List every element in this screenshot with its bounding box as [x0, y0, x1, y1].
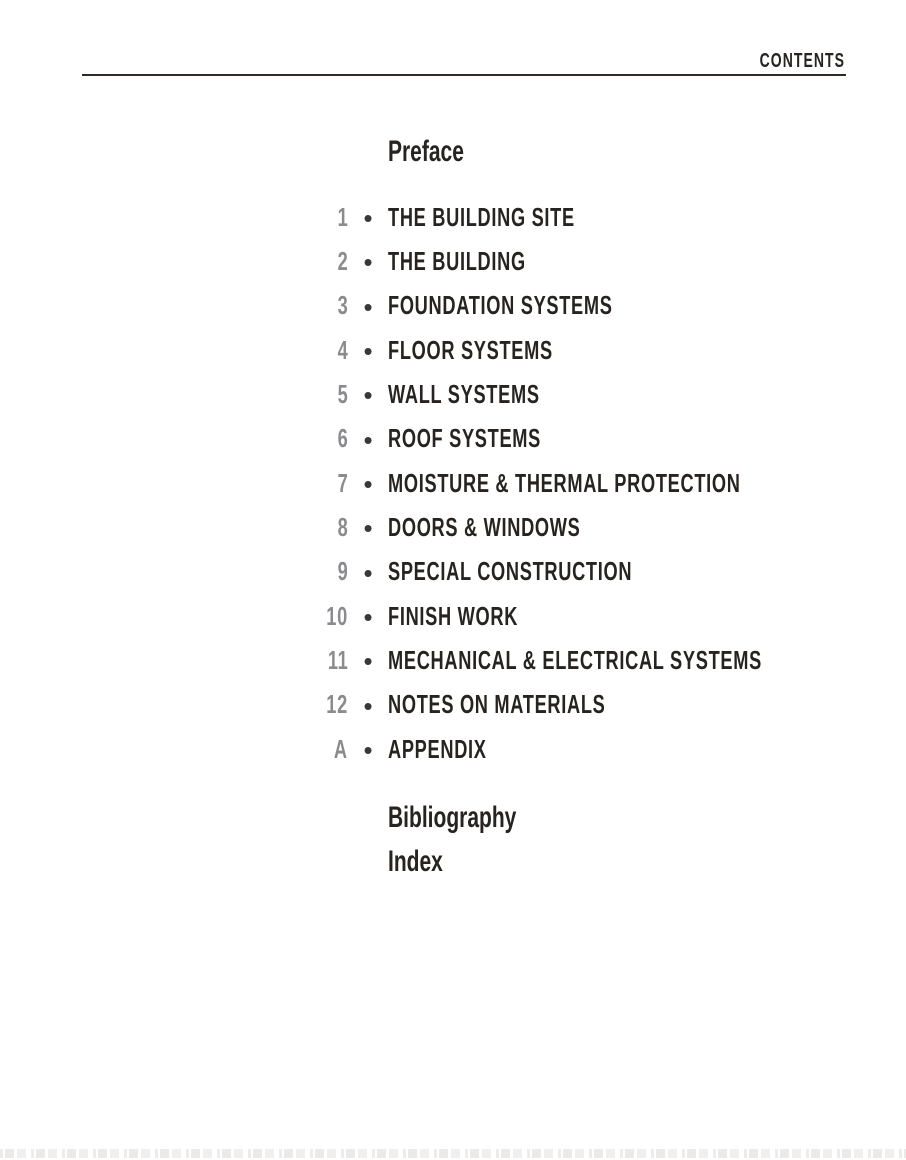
toc-list: [300, 195, 906, 771]
chapter-number: 5: [337, 378, 348, 409]
bullet-icon: •: [363, 291, 373, 322]
toc-entry: [300, 727, 906, 771]
bullet-icon: •: [363, 735, 373, 766]
chapter-number: 7: [337, 467, 348, 498]
toc-entry: [300, 594, 906, 638]
chapter-title: MOISTURE & THERMAL PROTECTION: [388, 467, 741, 498]
chapter-title: FLOOR SYSTEMS: [388, 334, 553, 365]
toc-entry: [300, 417, 906, 461]
bullet-icon: •: [363, 513, 373, 544]
bullet-icon: •: [363, 469, 373, 500]
chapter-number: A: [334, 733, 348, 764]
page-header-label: [723, 50, 845, 73]
chapter-title: MECHANICAL & ELECTRICAL SYSTEMS: [388, 644, 762, 675]
bullet-icon: •: [363, 690, 373, 721]
toc-entry: [300, 239, 906, 283]
bullet-icon: •: [363, 557, 373, 588]
chapter-number: 1: [337, 201, 348, 232]
toc-entry: [300, 284, 906, 328]
chapter-title: WALL SYSTEMS: [388, 378, 540, 409]
contents-title: CONTENTS: [759, 50, 845, 72]
chapter-title: ROOF SYSTEMS: [388, 423, 542, 454]
chapter-title: FINISH WORK: [388, 600, 519, 631]
bullet-icon: •: [363, 646, 373, 677]
chapter-title: DOORS & WINDOWS: [388, 511, 581, 542]
bullet-icon: •: [363, 602, 373, 633]
preface-heading: Preface: [388, 135, 464, 168]
toc-entry: [300, 550, 906, 594]
bullet-icon: •: [363, 247, 373, 278]
bullet-icon: •: [363, 336, 373, 367]
chapter-number: 9: [337, 556, 348, 587]
chapter-number: 4: [337, 334, 348, 365]
toc-entry: [300, 461, 906, 505]
chapter-title: APPENDIX: [388, 733, 487, 764]
chapter-number: 3: [337, 290, 348, 321]
chapter-number: 10: [326, 600, 348, 631]
toc-entry: [300, 328, 906, 372]
chapter-title: THE BUILDING SITE: [388, 201, 575, 232]
toc-entry: [300, 372, 906, 416]
toc-entry: [300, 683, 906, 727]
chapter-title: THE BUILDING: [388, 245, 526, 276]
index-heading: Index: [388, 845, 443, 878]
header-rule: [82, 74, 846, 76]
chapter-number: 12: [326, 689, 348, 720]
toc-entry: [300, 638, 906, 682]
chapter-title: NOTES ON MATERIALS: [388, 689, 606, 720]
chapter-number: 8: [337, 511, 348, 542]
chapter-title: FOUNDATION SYSTEMS: [388, 290, 613, 321]
chapter-number: 2: [337, 245, 348, 276]
toc-entry: [300, 505, 906, 549]
bullet-icon: •: [363, 424, 373, 455]
chapter-number: 11: [327, 644, 348, 675]
chapter-title: SPECIAL CONSTRUCTION: [388, 556, 633, 587]
chapter-number: 6: [337, 423, 348, 454]
bullet-icon: •: [363, 380, 373, 411]
bullet-icon: •: [363, 203, 373, 234]
bibliography-heading: Bibliography: [388, 801, 517, 834]
toc-entry: [300, 195, 906, 239]
page-bottom-scan-artifact: [0, 1149, 906, 1158]
back-matter: [388, 796, 571, 884]
